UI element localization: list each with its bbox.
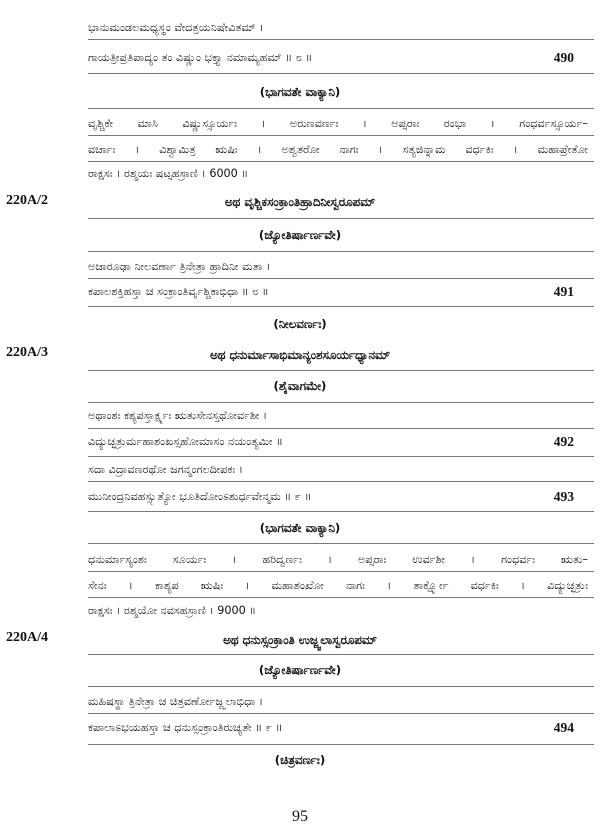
- line-divider: [88, 456, 594, 457]
- section-id: 220A/4: [6, 630, 48, 645]
- line-divider: [88, 713, 594, 714]
- line-divider: [88, 278, 594, 279]
- source-heading: (ಭಾಗವತೇ ವಾಕ್ಯಾನಿ): [259, 85, 341, 99]
- verse-line: ಮಹಿಷಸ್ಥಾ ತ್ರಿನೇತ್ರಾ ಚ ಚಿತ್ರವರ್ಣೋಜ್ಜ್ವಲಾಭಿಧಾ ।: [88, 695, 264, 708]
- line-divider: [88, 135, 594, 136]
- line-divider: [88, 481, 594, 482]
- line-divider: [88, 370, 594, 371]
- line-divider: [88, 251, 594, 252]
- section-id: 220A/3: [6, 345, 48, 360]
- line-divider: [88, 571, 594, 572]
- line-divider: [88, 108, 594, 109]
- line-divider: [88, 744, 594, 745]
- section-title: ಅಥ ವೃಶ್ಚಿಕಸಂಕ್ರಾಂತಿಹ್ರಾದಿನೀಸ್ವರೂಪಮ್: [224, 195, 376, 209]
- verse-number: 494: [553, 720, 574, 735]
- line-divider: [88, 543, 594, 544]
- verse-number: 493: [553, 489, 574, 504]
- verse-line: ಗಾಯತ್ರೀಪ್ರತಿಪಾದ್ಯಂ ತಂ ವಿಷ್ಣುಂ ಭಕ್ತ್ಯಾ ನಮಾಮ್ಯಹಮ್ ॥ ೮ ॥: [88, 51, 313, 64]
- page-number: 95: [292, 808, 308, 825]
- line-divider: [88, 686, 594, 687]
- prose-line: ಸೇನಃ । ಕಾಶ್ಯಪ ಋಷಿಃ । ಮಹಾಶಂಖೋ ನಾಗಃ । ತಾರ್ಕ್ಷ್ಯೋ ವರ್ಧಕಿಃ । ವಿದ್ಯುಚ್ಛತ್ರುಃ: [88, 579, 588, 592]
- section-title: ಅಥ ಧನುರ್ಮಾಸಾಭಿಮಾನ್ಯಂಶಸೂರ್ಯಧ್ಯಾನಮ್: [209, 348, 391, 362]
- line-divider: [88, 218, 594, 219]
- verse-line: ಮುನೀಂದ್ರನಿವಹಸ್ಸ್ತುತ್ಯೋ ಭೂತಿದೋಂಽಶುರ್ಧವೇನ್ಮಮ ॥ ೯ ॥: [88, 490, 312, 503]
- source-heading: (ಜ್ಯೋತಿರ್ಷಾರ್ಣವೇ): [258, 663, 342, 677]
- line-divider: [88, 73, 594, 74]
- line-divider: [88, 161, 594, 162]
- colour-heading: (ನೀಲವರ್ಣಃ): [273, 317, 327, 331]
- verse-line: ಅಥಾಂಶಃ ಕಶ್ಯಪಸ್ತಾರ್ಕ್ಷ್ಯಃ ಋತುಸೇನಸ್ತಥೋರ್ವಶೀ ।: [88, 409, 268, 422]
- line-divider: [88, 428, 594, 429]
- section-title: ಅಥ ಧನುಸ್ಸಂಕ್ರಾಂತಿ ಉಜ್ಜ್ವಲಾಸ್ವರೂಪಮ್: [223, 633, 377, 647]
- colour-heading: (ಚಿತ್ರವರ್ಣಃ): [274, 753, 326, 767]
- prose-line: ವೃಶ್ಚಿಕೇ ಮಾಸಿ ವಿಷ್ಣುಸ್ಸೂರ್ಯಃ । ಅರುಣವರ್ಣಃ । ಅಪ್ಸರಾಃ ರಂಭಾ । ಗಂಧರ್ವಸ್ಸೂರ್ಯ–: [88, 117, 588, 130]
- verse-line: ವಿದ್ಯುಚ್ಛತ್ರುರ್ಮಹಾಶಂಖಸ್ಸಹೋಮಾಸಂ ನಯಂತ್ಯಮೀ ॥: [88, 435, 283, 448]
- verse-line: ಕಪಾಲಾಽಭಯಹಸ್ತಾ ಚ ಧನುಸ್ಸಂಕ್ರಾಂತಿರುಚ್ಯತೇ ॥ ೯ ॥: [88, 721, 283, 734]
- source-heading: (ಶೈವಾಗಮೇ): [273, 379, 327, 393]
- verse-number: 490: [553, 50, 574, 65]
- line-divider: [88, 402, 594, 403]
- line-divider: [88, 511, 594, 512]
- source-heading: (ಭಾಗವತೇ ವಾಕ್ಯಾನಿ): [259, 521, 341, 535]
- source-heading: (ಜ್ಯೋತಿರ್ಷಾರ್ಣವೇ): [258, 228, 342, 242]
- verse-number: 491: [553, 284, 574, 299]
- prose-line: ರಾಕ್ಷಸಃ । ರಶ್ಮಯಃ ಷಟ್ಸಹಸ್ರಾಣಿ । 6000 ॥: [88, 167, 249, 180]
- line-divider: [88, 597, 594, 598]
- verse-line: ಅಜಾರೂಢಾ ನೀಲವರ್ಣಾ ತ್ರಿನೇತ್ರಾ ಹ್ರಾದಿನೀ ಮತಾ ।: [88, 260, 271, 273]
- prose-line: ಧನುರ್ಮಾಸ್ಯಂಶಃ ಸೂರ್ಯಃ । ಹರಿದ್ವರ್ಣಃ । ಅಪ್ಸರಾಃ ಉರ್ವಶೀ । ಗಂಧರ್ವಃ ಋತು–: [88, 553, 588, 566]
- verse-line: ಕಪಾಲಶಕ್ತಿಹಸ್ತಾ ಚ ಸಂಕ್ರಾಂತಿರ್ವೃಶ್ಚಿಕಾಭಿಧಾ ॥ ೮ ॥: [88, 285, 269, 298]
- line-divider: [88, 39, 594, 40]
- verse-line: ಸದಾ ವಿದ್ರಾವಣರಥೋ ಜಗನ್ಮಂಗಲದೀಪಕಃ ।: [88, 463, 243, 476]
- prose-line: ವರ್ಚಾಃ । ವಿಶ್ವಾಮಿತ್ರ ಋಷಿಃ । ಅಶ್ವತರೋ ನಾಗಃ । ಸತ್ಯಜಿನ್ನಾಮ ವರ್ಧಕಿಃ । ಮಹಾಪ್ರೇತೋ: [88, 143, 588, 156]
- verse-number: 492: [553, 434, 574, 449]
- line-divider: [88, 654, 594, 655]
- verse-line: ಭಾನುಮಂಡಲಮಧ್ಯಸ್ಥಂ ವೇದತ್ರಯನಿಷೇವಿತಮ್ ।: [88, 21, 264, 34]
- section-id: 220A/2: [6, 193, 48, 208]
- line-divider: [88, 306, 594, 307]
- prose-line: ರಾಕ್ಷಸಃ । ರಶ್ಮಯೋ ನವಸಹಸ್ರಾಣಿ । 9000 ॥: [88, 604, 257, 617]
